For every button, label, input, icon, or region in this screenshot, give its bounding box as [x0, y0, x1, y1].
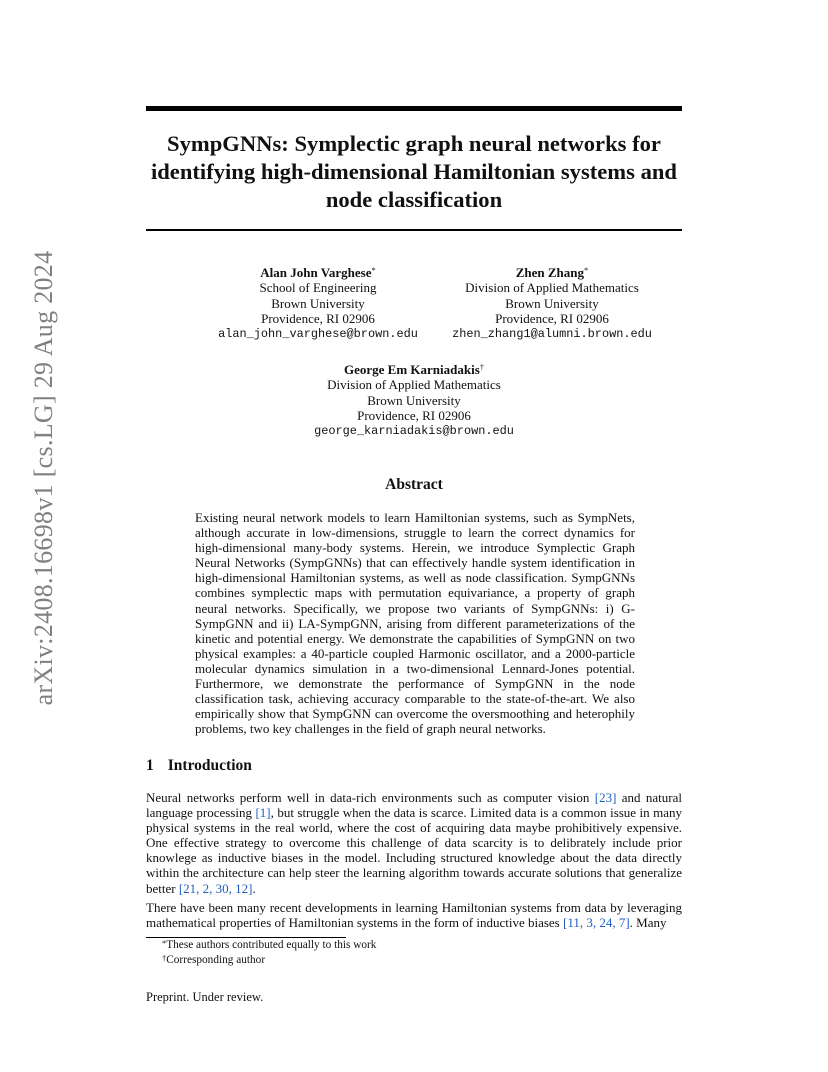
- section-number: 1: [146, 757, 154, 774]
- author-block-2: [430, 265, 674, 342]
- author-affiliation: Division of Applied Mathematics: [465, 280, 639, 296]
- section-heading: [146, 757, 252, 775]
- footnote-mark: *: [162, 938, 167, 948]
- intro-paragraph-1: [146, 790, 682, 896]
- citation-link[interactable]: [21, 2, 30, 12]: [178, 880, 253, 896]
- author-block-3: [290, 362, 538, 439]
- abstract-heading: Abstract: [385, 476, 443, 493]
- paragraph-text: Neural networks perform well in data-rich environments such as computer vision: [146, 790, 595, 805]
- title-bottom-rule: [146, 229, 682, 231]
- author-mark: *: [371, 265, 376, 275]
- author-institution: Brown University: [505, 295, 599, 311]
- arxiv-identifier: arXiv:2408.16698v1 [cs.LG] 29 Aug 2024: [29, 250, 58, 706]
- author-block-1: [200, 265, 436, 342]
- section-title: Introduction: [167, 757, 252, 774]
- footnote-text: Corresponding author: [166, 954, 266, 966]
- author-email[interactable]: zhen_zhang1@alumni.brown.edu: [452, 326, 652, 341]
- author-email[interactable]: alan_john_varghese@brown.edu: [218, 326, 418, 341]
- author-mark: *: [584, 265, 589, 275]
- footnote-mark: †: [162, 953, 167, 963]
- preprint-notice: Preprint. Under review.: [146, 990, 264, 1004]
- author-mark: †: [479, 362, 485, 372]
- intro-paragraph-2: [146, 900, 682, 930]
- citation-link[interactable]: [1]: [255, 805, 271, 821]
- citation-link[interactable]: [23]: [594, 790, 617, 805]
- footnote-2: [162, 954, 265, 967]
- author-institution: Brown University: [271, 295, 365, 311]
- abstract-text: Existing neural network models to learn Hamiltonian systems, such as SympNets, although accurate in low-dimensions, struggle to learn the correct dynamics for high-dimensional many-body systems. Herein, we introduce Symplectic Graph Neural Networks (SympGNNs) that can effectively handle system identification in high-dimensional Hamiltonian systems, as well as node classification. SympGNNs combines symplectic maps with permutation equivariance, a property of graph neural networks. Specifically, we propose two variants of SympGNNs: i) G-SympGNN and ii) LA-SympGNN, arising from different parameterizations of the kinetic and potential energy. We demonstrate the capabilities of SympGNN on two physical examples: a 40-particle coupled Harmonic oscillator, and a 2000-particle molecular dynamics simulation in a two-dimensional Lennard-Jones potential. Furthermore, we demonstrate the performance of SympGNN in the node classification task, achieving accuracy comparable to the state-of-the-art. We also empirically show that SympGNN can overcome the oversmoothing and heterophily problems, two key challenges in the field of graph neural networks.: [195, 510, 635, 737]
- author-address: Providence, RI 02906: [495, 311, 609, 327]
- paper-title: SympGNNs: Symplectic graph neural networks for identifying high-dimensional Hamiltonian systems and node classification: [150, 131, 678, 212]
- author-email[interactable]: george_karniadakis@brown.edu: [314, 423, 514, 438]
- citation-link[interactable]: [11, 3, 24, 7]: [562, 915, 630, 931]
- paragraph-text: and natural language processing: [146, 790, 682, 821]
- title-top-rule: [146, 106, 682, 111]
- author-affiliation: Division of Applied Mathematics: [327, 377, 501, 393]
- paragraph-text: .: [252, 880, 256, 896]
- footnote-text: These authors contributed equally to this work: [166, 939, 377, 951]
- author-institution: Brown University: [367, 392, 461, 408]
- footnote-rule: [146, 937, 346, 938]
- author-affiliation: School of Engineering: [259, 280, 377, 296]
- author-address: Providence, RI 02906: [357, 408, 471, 424]
- footnote-1: [162, 939, 376, 952]
- paragraph-text: . Many: [629, 915, 667, 931]
- author-name: George Em Karniadakis: [343, 362, 480, 377]
- author-name: Alan John Varghese: [260, 265, 372, 280]
- paragraph-text: There have been many recent developments in learning Hamiltonian systems from data by leveraging mathematical properties of Hamiltonian systems in the form of inductive biases: [146, 900, 682, 931]
- author-name: Zhen Zhang: [515, 265, 585, 280]
- author-address: Providence, RI 02906: [261, 311, 375, 327]
- paragraph-text: , but struggle when the data is scarce. Limited data is a common issue in many physical systems in the real world, where the cost of acquiring data maybe prohibitively expensive. One effective strategy to overcome this challenge of data scarcity is to delibrately include prior knowlege as inductive biases in the model. Including structured knowledge about the data directly within the architecture can help steer the learning algorithm towards accurate solutions that generalize better: [146, 805, 682, 896]
